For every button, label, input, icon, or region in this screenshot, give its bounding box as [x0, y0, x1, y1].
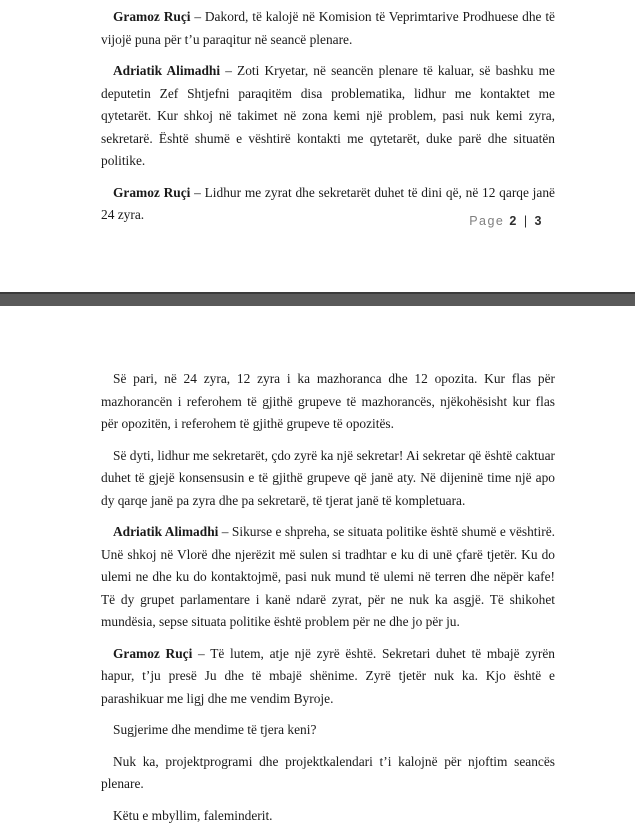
paragraph-text: – Lidhur me zyrat dhe sekretarët duhet të dini që, në 12 qarqe janë 24 zyra. [101, 185, 555, 223]
paragraph-text: Këtu e mbyllim, faleminderit. [113, 808, 273, 823]
paragraph [101, 719, 555, 742]
paragraph-text: Së dyti, lidhur me sekretarët, çdo zyrë ka një sekretar! Ai sekretar që është caktuar duhet të gjejë konsensusin e të gjithë grupeve që janë aty. Në dijeninë time një apo dy qarqe janë pa zyra dhe pa sekretarë, të tjerat janë të kompletuara. [101, 448, 555, 508]
paragraph [101, 751, 555, 796]
speaker-name: Adriatik Alimadhi [113, 524, 218, 539]
document-page-2 [0, 0, 635, 292]
page-number-current: 2 [509, 214, 517, 228]
paragraph-text: – Zoti Kryetar, në seancën plenare të kaluar, së bashku me deputetin Zef Shtjefni paraqitëm disa problematika, lidhur me kontaktet me qytetarët. Kur shkoj në takimet në zona kemi një problem, pasi nuk kemi zyra, sekretarë. Është shumë e vështirë kontakti me qytetarët, duke parë dhe situatën politike. [101, 63, 555, 168]
paragraph [101, 643, 555, 711]
page-number-label: Page [469, 214, 504, 228]
page-number-total: 3 [535, 214, 543, 228]
paragraph [101, 368, 555, 436]
speaker-name: Gramoz Ruçi [113, 185, 190, 200]
speaker-name: Adriatik Alimadhi [113, 63, 220, 78]
page-number [469, 214, 543, 228]
paragraph-text: – Të lutem, atje një zyrë është. Sekretari duhet të mbajë zyrën hapur, t’ju presë Ju dhe të mbajë shënime. Zyrë tjetër nuk ka. Kjo është e parashikuar me ligj dhe me vendim Byroje. [101, 646, 555, 706]
paragraph-text: Nuk ka, projektprogrami dhe projektkalendari t’i kalojnë për njoftim seancës plenare. [101, 754, 555, 792]
speaker-name: Gramoz Ruçi [113, 646, 192, 661]
page-2-text [101, 6, 555, 227]
page-number-separator: | [523, 214, 530, 228]
paragraph-text: Së pari, në 24 zyra, 12 zyra i ka mazhoranca dhe 12 opozita. Kur flas për mazhorancën i referohem të gjithë grupeve të mazhorancës, njëkohësisht kur flas për opozitën, i referohem të gjithë grupeve të opozitës. [101, 371, 555, 431]
paragraph-text: – Dakord, të kalojë në Komision të Veprimtarive Prodhuese dhe të vijojë puna për t’u paraqitur në seancë plenare. [101, 9, 555, 47]
speaker-name: Gramoz Ruçi [113, 9, 190, 24]
paragraph-text: Sugjerime dhe mendime të tjera keni? [113, 722, 316, 737]
paragraph [101, 445, 555, 513]
paragraph [101, 60, 555, 173]
paragraph-text: – Sikurse e shpreha, se situata politike është shumë e vështirë. Unë shkoj në Vlorë dhe njerëzit më sulen si tradhtar e ku di unë çfarë tjetër. Ku do ulemi ne dhe ku do kontaktojmë, pasi nuk mund të ulemi në terren dhe nëpër kafe! Të dy grupet parlamentare i kanë ndarë zyrat, për ne nuk ka asgjë. Të shikohet mundësia, sepse situata politike është problem për ne dhe jo për ju. [101, 524, 555, 629]
page-3-text [101, 368, 555, 827]
paragraph [101, 6, 555, 51]
page-separator [0, 292, 635, 306]
paragraph [101, 805, 555, 827]
paragraph [101, 521, 555, 634]
document-page-3 [0, 306, 635, 795]
